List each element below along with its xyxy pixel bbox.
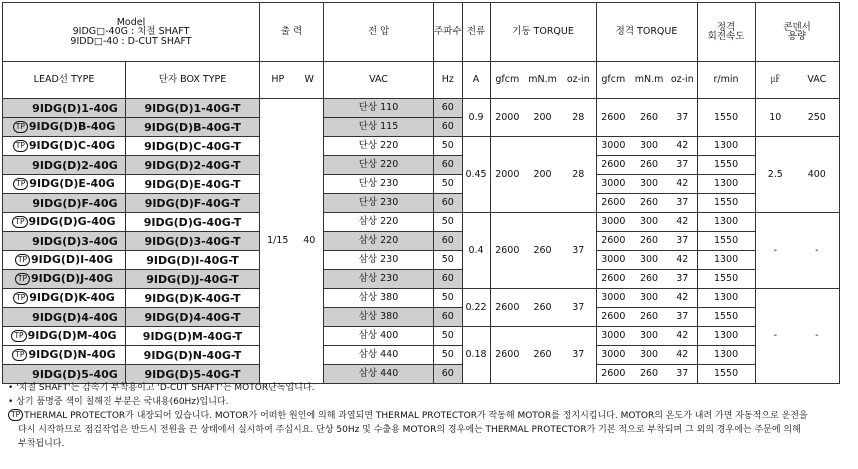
voltage-cell: 단상 230	[324, 194, 434, 213]
rated-speed: 1550	[697, 156, 755, 175]
start-torque-ozin: 28	[561, 137, 596, 213]
rated-speed-line2: 회전속도	[707, 31, 745, 42]
rated-torque-gfcm: 3000	[596, 327, 630, 346]
lead-type-model	[3, 289, 126, 308]
rated-torque-ozin: 42	[668, 346, 697, 365]
current-cell: 0.9	[462, 99, 490, 137]
capacitor-vac: -	[795, 289, 839, 384]
rt-gfcm-unit: gfcm	[596, 62, 630, 99]
start-torque-ozin: 37	[561, 327, 596, 384]
rated-torque-ozin: 42	[668, 327, 697, 346]
rated-torque-ozin: 37	[668, 308, 697, 327]
rated-speed: 1550	[697, 365, 755, 384]
rated-torque-ozin: 37	[668, 99, 697, 137]
rt-ozin-unit: oz-in	[668, 62, 697, 99]
rated-torque-gfcm: 2600	[596, 232, 630, 251]
rated-torque-header: 정격 TORQUE	[596, 3, 697, 62]
start-torque-gfcm: 2600	[490, 289, 524, 327]
w-unit: W	[296, 62, 324, 99]
rated-speed: 1300	[697, 327, 755, 346]
frequency-cell: 60	[434, 99, 463, 118]
frequency-cell: 50	[434, 213, 463, 232]
spec-table	[2, 2, 840, 384]
tp-icon: TP	[12, 216, 27, 228]
st-mnm-unit: mN.m	[524, 62, 561, 99]
rated-torque-mnm: 300	[630, 251, 668, 270]
rated-torque-ozin: 42	[668, 251, 697, 270]
rated-torque-mnm: 300	[630, 175, 668, 194]
rated-torque-mnm: 260	[630, 365, 668, 384]
start-torque-gfcm: 2600	[490, 327, 524, 384]
rated-torque-mnm: 300	[630, 137, 668, 156]
rated-torque-ozin: 42	[668, 289, 697, 308]
rated-torque-ozin: 42	[668, 137, 697, 156]
frequency-cell: 50	[434, 327, 463, 346]
tp-icon: TP	[15, 254, 30, 266]
rated-torque-gfcm: 2600	[596, 99, 630, 137]
voltage-cell: 단상 230	[324, 175, 434, 194]
lead-model-text: 9IDG(D)M-40G	[27, 329, 117, 342]
rated-torque-ozin: 42	[668, 213, 697, 232]
rated-torque-gfcm: 3000	[596, 137, 630, 156]
rated-torque-ozin: 37	[668, 365, 697, 384]
tp-icon: TP	[13, 121, 28, 133]
starting-torque-header: 기동 TORQUE	[490, 3, 596, 62]
lead-model-text: 9IDG(D)1-40G	[32, 101, 118, 115]
amp-unit: A	[462, 62, 490, 99]
lead-model-text: 9IDG(D)N-40G	[28, 348, 116, 361]
tp-icon: TP	[12, 349, 27, 361]
hz-unit: Hz	[434, 62, 463, 99]
rated-torque-gfcm: 2600	[596, 365, 630, 384]
lead-model-text: 9IDG(D)G-40G	[28, 215, 116, 228]
rated-torque-gfcm: 2600	[596, 194, 630, 213]
table-row	[3, 175, 840, 194]
table-row	[3, 289, 840, 308]
box-type-model: 9IDG(D)B-40G-T	[126, 118, 260, 137]
voltage-cell: 삼상 230	[324, 251, 434, 270]
box-type-model: 9IDG(D)C-40G-T	[126, 137, 260, 156]
rated-speed-header	[697, 3, 755, 62]
lead-type-model	[3, 270, 126, 289]
footnotes	[8, 381, 854, 451]
start-torque-ozin: 37	[561, 213, 596, 289]
start-torque-gfcm: 2000	[490, 137, 524, 213]
frequency-cell: 60	[434, 270, 463, 289]
tp-icon: TP	[13, 178, 28, 190]
rt-mnm-unit: mN.m	[630, 62, 668, 99]
box-type-model: 9IDG(D)1-40G-T	[126, 99, 260, 118]
voltage-cell: 삼상 380	[324, 308, 434, 327]
lead-type-model	[3, 346, 126, 365]
rated-torque-ozin: 37	[668, 156, 697, 175]
rated-torque-gfcm: 2600	[596, 270, 630, 289]
frequency-cell: 50	[434, 175, 463, 194]
rated-speed: 1300	[697, 175, 755, 194]
rated-torque-ozin: 37	[668, 194, 697, 213]
model-line-dcut: 9IDD□-40 : D-CUT SHAFT	[70, 35, 192, 47]
capacitor-line2: 용량	[787, 31, 807, 42]
table-row	[3, 213, 840, 232]
rated-torque-gfcm: 3000	[596, 175, 630, 194]
box-type-model: 9IDG(D)J-40G-T	[126, 270, 260, 289]
output-w: 40	[296, 99, 324, 384]
frequency-cell: 50	[434, 137, 463, 156]
model-title: Model	[116, 16, 146, 28]
hp-unit: HP	[260, 62, 296, 99]
output-hp: 1/15	[260, 99, 296, 384]
rated-torque-gfcm: 3000	[596, 213, 630, 232]
vac-unit: VAC	[324, 62, 434, 99]
rated-torque-ozin: 42	[668, 175, 697, 194]
box-type-model: 9IDG(D)5-40G-T	[126, 365, 260, 384]
capacitor-uf: 10	[755, 99, 795, 137]
rated-torque-ozin: 37	[668, 270, 697, 289]
rated-torque-mnm: 260	[630, 270, 668, 289]
rated-torque-gfcm: 3000	[596, 251, 630, 270]
capacitor-vac: 250	[795, 99, 839, 137]
table-row	[3, 251, 840, 270]
lead-type-header: LEAD선 TYPE	[3, 62, 126, 99]
start-torque-mnm: 200	[524, 137, 561, 213]
tp-icon: TP	[15, 273, 30, 285]
rated-torque-ozin: 37	[668, 232, 697, 251]
tp-icon: TP	[8, 409, 23, 421]
current-cell: 0.4	[462, 213, 490, 289]
start-torque-ozin: 28	[561, 99, 596, 137]
lead-model-text: 9IDG(D)I-40G	[31, 253, 114, 266]
start-torque-mnm: 260	[524, 289, 561, 327]
rated-torque-mnm: 260	[630, 194, 668, 213]
current-header: 전류	[462, 3, 490, 62]
rated-speed: 1550	[697, 99, 755, 137]
voltage-header: 전 압	[324, 3, 434, 62]
table-row	[3, 308, 840, 327]
rmin-unit: r/min	[697, 62, 755, 99]
capacitor-line1: 콘덴서	[783, 21, 811, 33]
note-tp-text: THERMAL PROTECTOR가 내장되어 있습니다. MOTOR가 어떠한 원인에 의해 과열되면 THERMAL PROTECTOR가 작동해 MOTOR를 정지시킵니다. MOTOR의 온도가 내려 가면 자동적으로 운전을	[24, 411, 808, 421]
box-type-model: 9IDG(D)3-40G-T	[126, 232, 260, 251]
frequency-cell: 60	[434, 156, 463, 175]
start-torque-gfcm: 2600	[490, 213, 524, 289]
rated-torque-mnm: 260	[630, 308, 668, 327]
tp-icon: TP	[11, 330, 26, 342]
voltage-cell: 단상 220	[324, 156, 434, 175]
box-type-model: 9IDG(D)I-40G-T	[126, 251, 260, 270]
note-shaft: • '치절 SHAFT'는 감속기 부착용이고 'D-CUT SHAFT'는 MOTOR단독입니다.	[8, 383, 315, 393]
lead-model-text: 9IDG(D)E-40G	[29, 177, 115, 190]
lead-type-model	[3, 137, 126, 156]
lead-model-text: 9IDG(D)5-40G	[32, 367, 118, 381]
rated-torque-mnm: 260	[630, 232, 668, 251]
table-row	[3, 137, 840, 156]
frequency-cell: 60	[434, 194, 463, 213]
box-type-model: 9IDG(D)4-40G-T	[126, 308, 260, 327]
lead-model-text: 9IDG(D)K-40G	[29, 291, 115, 304]
lead-model-text: 9IDG(D)B-40G	[28, 120, 116, 133]
model-header	[3, 3, 260, 62]
lead-model-text: 9IDG(D)4-40G	[32, 310, 118, 324]
note-domestic: • 상기 품명중 색이 칠해진 부분은 국내용(60Hz)입니다.	[8, 397, 229, 407]
rated-torque-gfcm: 2600	[596, 156, 630, 175]
voltage-cell: 삼상 400	[324, 327, 434, 346]
st-gfcm-unit: gfcm	[490, 62, 524, 99]
output-header: 출 력	[260, 3, 324, 62]
capacitor-vac: 400	[795, 137, 839, 213]
note-tp-cont2: 부착됩니다.	[18, 439, 65, 449]
start-torque-mnm: 260	[524, 213, 561, 289]
table-row	[3, 346, 840, 365]
rated-torque-mnm: 300	[630, 346, 668, 365]
voltage-cell: 단상 115	[324, 118, 434, 137]
box-type-model: 9IDG(D)F-40G-T	[126, 194, 260, 213]
frequency-cell: 50	[434, 289, 463, 308]
rated-speed: 1300	[697, 289, 755, 308]
table-row	[3, 194, 840, 213]
lead-model-text: 9IDG(D)J-40G	[31, 272, 114, 285]
frequency-cell: 60	[434, 365, 463, 384]
lead-type-model	[3, 194, 126, 213]
lead-type-model	[3, 118, 126, 137]
rated-speed: 1550	[697, 232, 755, 251]
lead-type-model	[3, 99, 126, 118]
voltage-cell: 삼상 380	[324, 289, 434, 308]
lead-type-model	[3, 327, 126, 346]
lead-model-text: 9IDG(D)F-40G	[32, 196, 118, 210]
start-torque-ozin: 37	[561, 289, 596, 327]
voltage-cell: 삼상 440	[324, 346, 434, 365]
frequency-cell: 50	[434, 251, 463, 270]
note-tp-cont1: 다시 시작하므로 점검작업은 반드시 전원을 끈 상태에서 실시하여 주십시요. 단상 50Hz 및 수출용 MOTOR의 경우에는 THERMAL PROTECTOR가 기본 적으로 부착되며 그 외의 경우에는 주문에 의해	[18, 425, 801, 435]
voltage-cell: 단상 110	[324, 99, 434, 118]
spec-body	[3, 99, 840, 384]
voltage-cell: 삼상 220	[324, 213, 434, 232]
rated-torque-gfcm: 3000	[596, 289, 630, 308]
current-cell: 0.18	[462, 327, 490, 384]
voltage-cell: 삼상 220	[324, 232, 434, 251]
start-torque-mnm: 200	[524, 99, 561, 137]
tp-icon: TP	[13, 292, 28, 304]
table-row	[3, 156, 840, 175]
model-line-gear: 9IDG□-40G : 치절 SHAFT	[72, 26, 190, 38]
capacitor-uf: 2.5	[755, 137, 795, 213]
rated-torque-mnm: 300	[630, 213, 668, 232]
rated-speed: 1550	[697, 308, 755, 327]
table-row	[3, 327, 840, 346]
rated-torque-gfcm: 2600	[596, 308, 630, 327]
rated-speed: 1300	[697, 137, 755, 156]
rated-speed: 1550	[697, 194, 755, 213]
table-row	[3, 270, 840, 289]
st-ozin-unit: oz-in	[561, 62, 596, 99]
lead-type-model	[3, 232, 126, 251]
frequency-cell: 50	[434, 346, 463, 365]
rated-torque-mnm: 260	[630, 156, 668, 175]
frequency-cell: 60	[434, 308, 463, 327]
uf-unit: ㎌	[755, 62, 795, 99]
capacitor-uf: -	[755, 289, 795, 384]
rated-speed: 1300	[697, 346, 755, 365]
box-type-model: 9IDG(D)N-40G-T	[126, 346, 260, 365]
cap-vac-unit: VAC	[795, 62, 839, 99]
box-type-model: 9IDG(D)E-40G-T	[126, 175, 260, 194]
capacitor-header	[755, 3, 839, 62]
frequency-cell: 60	[434, 232, 463, 251]
table-row	[3, 99, 840, 118]
lead-type-model	[3, 156, 126, 175]
frequency-cell: 60	[434, 118, 463, 137]
capacitor-uf: -	[755, 213, 795, 289]
box-type-header: 단자 BOX TYPE	[126, 62, 260, 99]
rated-speed: 1300	[697, 251, 755, 270]
rated-speed: 1300	[697, 213, 755, 232]
start-torque-gfcm: 2000	[490, 99, 524, 137]
start-torque-mnm: 260	[524, 327, 561, 384]
rated-torque-mnm: 300	[630, 289, 668, 308]
lead-model-text: 9IDG(D)3-40G	[32, 234, 118, 248]
lead-type-model	[3, 175, 126, 194]
current-cell: 0.45	[462, 137, 490, 213]
table-row	[3, 232, 840, 251]
lead-type-model	[3, 308, 126, 327]
box-type-model: 9IDG(D)M-40G-T	[126, 327, 260, 346]
current-cell: 0.22	[462, 289, 490, 327]
lead-type-model	[3, 213, 126, 232]
voltage-cell: 단상 220	[324, 137, 434, 156]
rated-speed: 1550	[697, 270, 755, 289]
box-type-model: 9IDG(D)K-40G-T	[126, 289, 260, 308]
rated-torque-gfcm: 3000	[596, 346, 630, 365]
voltage-cell: 삼상 440	[324, 365, 434, 384]
lead-model-text: 9IDG(D)C-40G	[28, 139, 116, 152]
tp-icon: TP	[13, 140, 28, 152]
lead-type-model	[3, 251, 126, 270]
rated-speed-line1: 정격	[716, 21, 736, 33]
lead-model-text: 9IDG(D)2-40G	[32, 158, 118, 172]
voltage-cell: 삼상 230	[324, 270, 434, 289]
note-thermal-protector	[8, 409, 854, 423]
box-type-model: 9IDG(D)G-40G-T	[126, 213, 260, 232]
rated-torque-mnm: 260	[630, 99, 668, 137]
box-type-model: 9IDG(D)2-40G-T	[126, 156, 260, 175]
frequency-header: 주파수	[434, 3, 463, 62]
capacitor-vac: -	[795, 213, 839, 289]
rated-torque-mnm: 300	[630, 327, 668, 346]
